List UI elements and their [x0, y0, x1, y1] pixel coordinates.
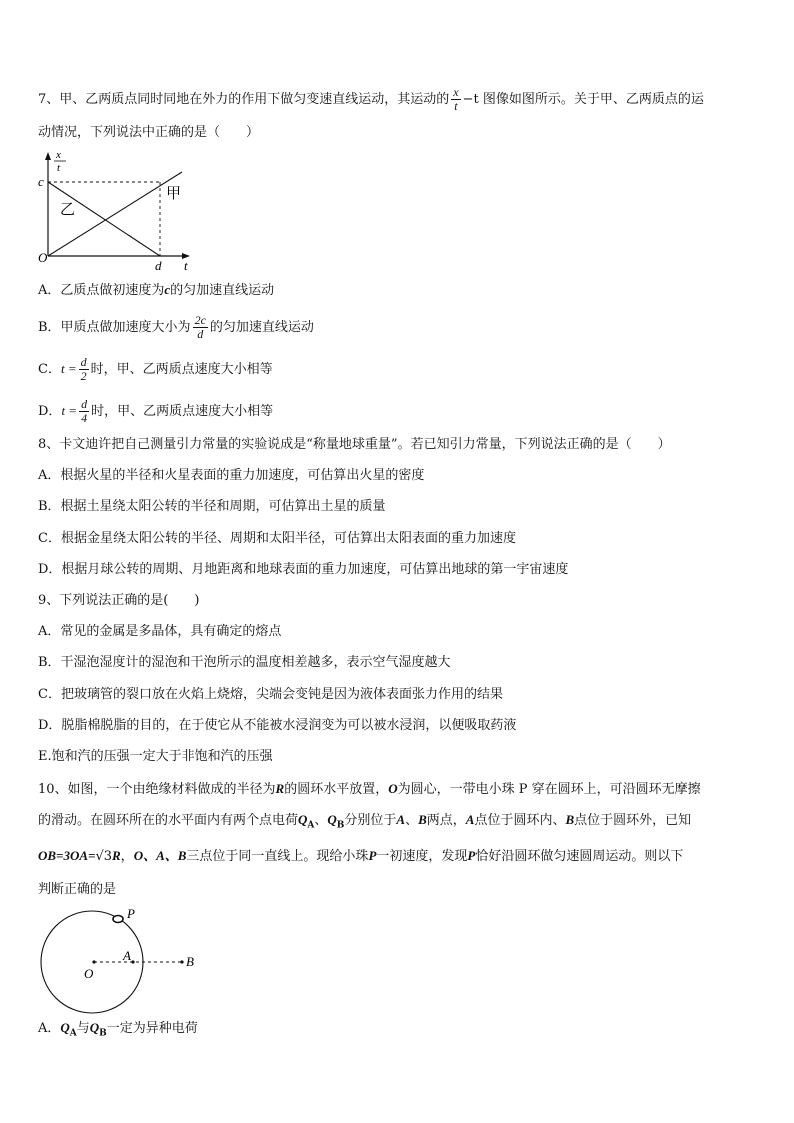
q7-stem-part-b: −t 图像如图所示。关于甲、乙两质点的运 — [462, 92, 704, 107]
q10-stem-line1: 10、如图，一个由绝缘材料做成的半径为R的圆环水平放置，O为圆心，一带电小珠 P 穿在圆环上，可沿圆环无摩擦 — [38, 781, 701, 797]
graph-y-label-den: t — [57, 162, 61, 174]
q8-stem: 8、卡文迪许把自己测量引力常量的实验说成是“称量地球重量”。若已知引力常量，下列说法正确的是（ ） — [38, 437, 671, 452]
q8-option-a[interactable]: A．根据火星的半径和火星表面的重力加速度，可估算出火星的密度 — [38, 468, 425, 483]
q10-stem-line3: OB=3OA=√3R，O、A、B三点位于同一直线上。现给小珠P一初速度，发现P恰好沿圆环做匀速圆周运动。则以下 — [38, 848, 684, 864]
q8-option-d[interactable]: D．根据月球公转的周期、月地距离和地球表面的重力加速度，可估算出地球的第一宇宙速度 — [38, 562, 569, 577]
point-a — [131, 960, 134, 963]
graph-label-jia: 甲 — [166, 186, 182, 202]
graph-y-label-num: x — [56, 149, 61, 161]
q7-option-c[interactable]: C．t = $\frac{d}{2}$ 时，甲、乙两质点速度大小相等 — [38, 355, 273, 383]
q7-stem-line2 — [38, 124, 259, 142]
q10-figure — [36, 906, 216, 1016]
graph-label-yi: 乙 — [60, 202, 76, 218]
label-p: P — [127, 906, 135, 921]
q7-option-a[interactable]: A．乙质点做初速度为c的匀加速直线运动 — [38, 282, 275, 298]
graph-label-d: d — [155, 258, 162, 273]
q9-option-c[interactable]: C．把玻璃管的裂口放在火焰上烧熔，尖端会变钝是因为液体表面张力作用的结果 — [38, 687, 503, 702]
q7-option-b[interactable]: B．甲质点做加速度大小为 $\frac{2c}{d}$ 的匀加速直线运动 — [38, 313, 314, 341]
bead-p-icon — [113, 916, 123, 923]
point-o — [92, 960, 95, 963]
q10-stem-line2: 的滑动。在圆环所在的水平面内有两个点电荷$Q_A$、$Q_B$分别位于A、B两点，A点位于圆环内、B点位于圆环外，已知 — [38, 812, 692, 831]
q7-stem-fraction: $\frac{x}{t}$ — [453, 85, 459, 113]
q7-stem-part-a: 7、甲、乙两质点同时同地在外力的作用下做匀变速直线运动，其运动的 — [38, 92, 450, 107]
label-b: B — [186, 954, 194, 969]
y-axis-arrow-icon — [45, 152, 51, 160]
label-a: A — [123, 948, 131, 963]
q7-graph — [34, 148, 204, 273]
point-b — [180, 960, 183, 963]
q7-stem-line1 — [38, 86, 704, 113]
q8-option-b[interactable]: B．根据土星绕太阳公转的半径和周期，可估算出土星的质量 — [38, 499, 386, 514]
q10-stem-line4: 判断正确的是 — [38, 882, 117, 897]
graph-label-c: c — [38, 174, 44, 189]
q9-stem: 9、下列说法正确的是( ) — [38, 593, 200, 608]
graph-label-origin: O — [38, 250, 48, 265]
q7-stem-part-c: 动情况，下列说法中正确的是（ ） — [38, 125, 260, 140]
q9-option-a[interactable]: A．常见的金属是多晶体，具有确定的熔点 — [38, 624, 282, 639]
q10-option-a[interactable]: A．$Q_A$与$Q_B$一定为异种电荷 — [38, 1020, 198, 1039]
q9-option-d[interactable]: D．脱脂棉脱脂的目的，在于使它从不能被水浸润变为可以被水浸润，以便吸取药液 — [38, 718, 517, 733]
q7-option-d[interactable]: D．t = $\frac{d}{4}$ 时，甲、乙两质点速度大小相等 — [38, 397, 274, 425]
graph-label-t: t — [184, 258, 188, 273]
label-o: O — [84, 966, 94, 981]
q9-option-e[interactable]: E.饱和汽的压强一定大于非饱和汽的压强 — [38, 749, 273, 764]
q8-option-c[interactable]: C．根据金星绕太阳公转的半径、周期和太阳半径，可估算出太阳表面的重力加速度 — [38, 531, 516, 546]
q9-option-b[interactable]: B．干湿泡湿度计的湿泡和干泡所示的温度相差越多，表示空气湿度越大 — [38, 655, 451, 670]
